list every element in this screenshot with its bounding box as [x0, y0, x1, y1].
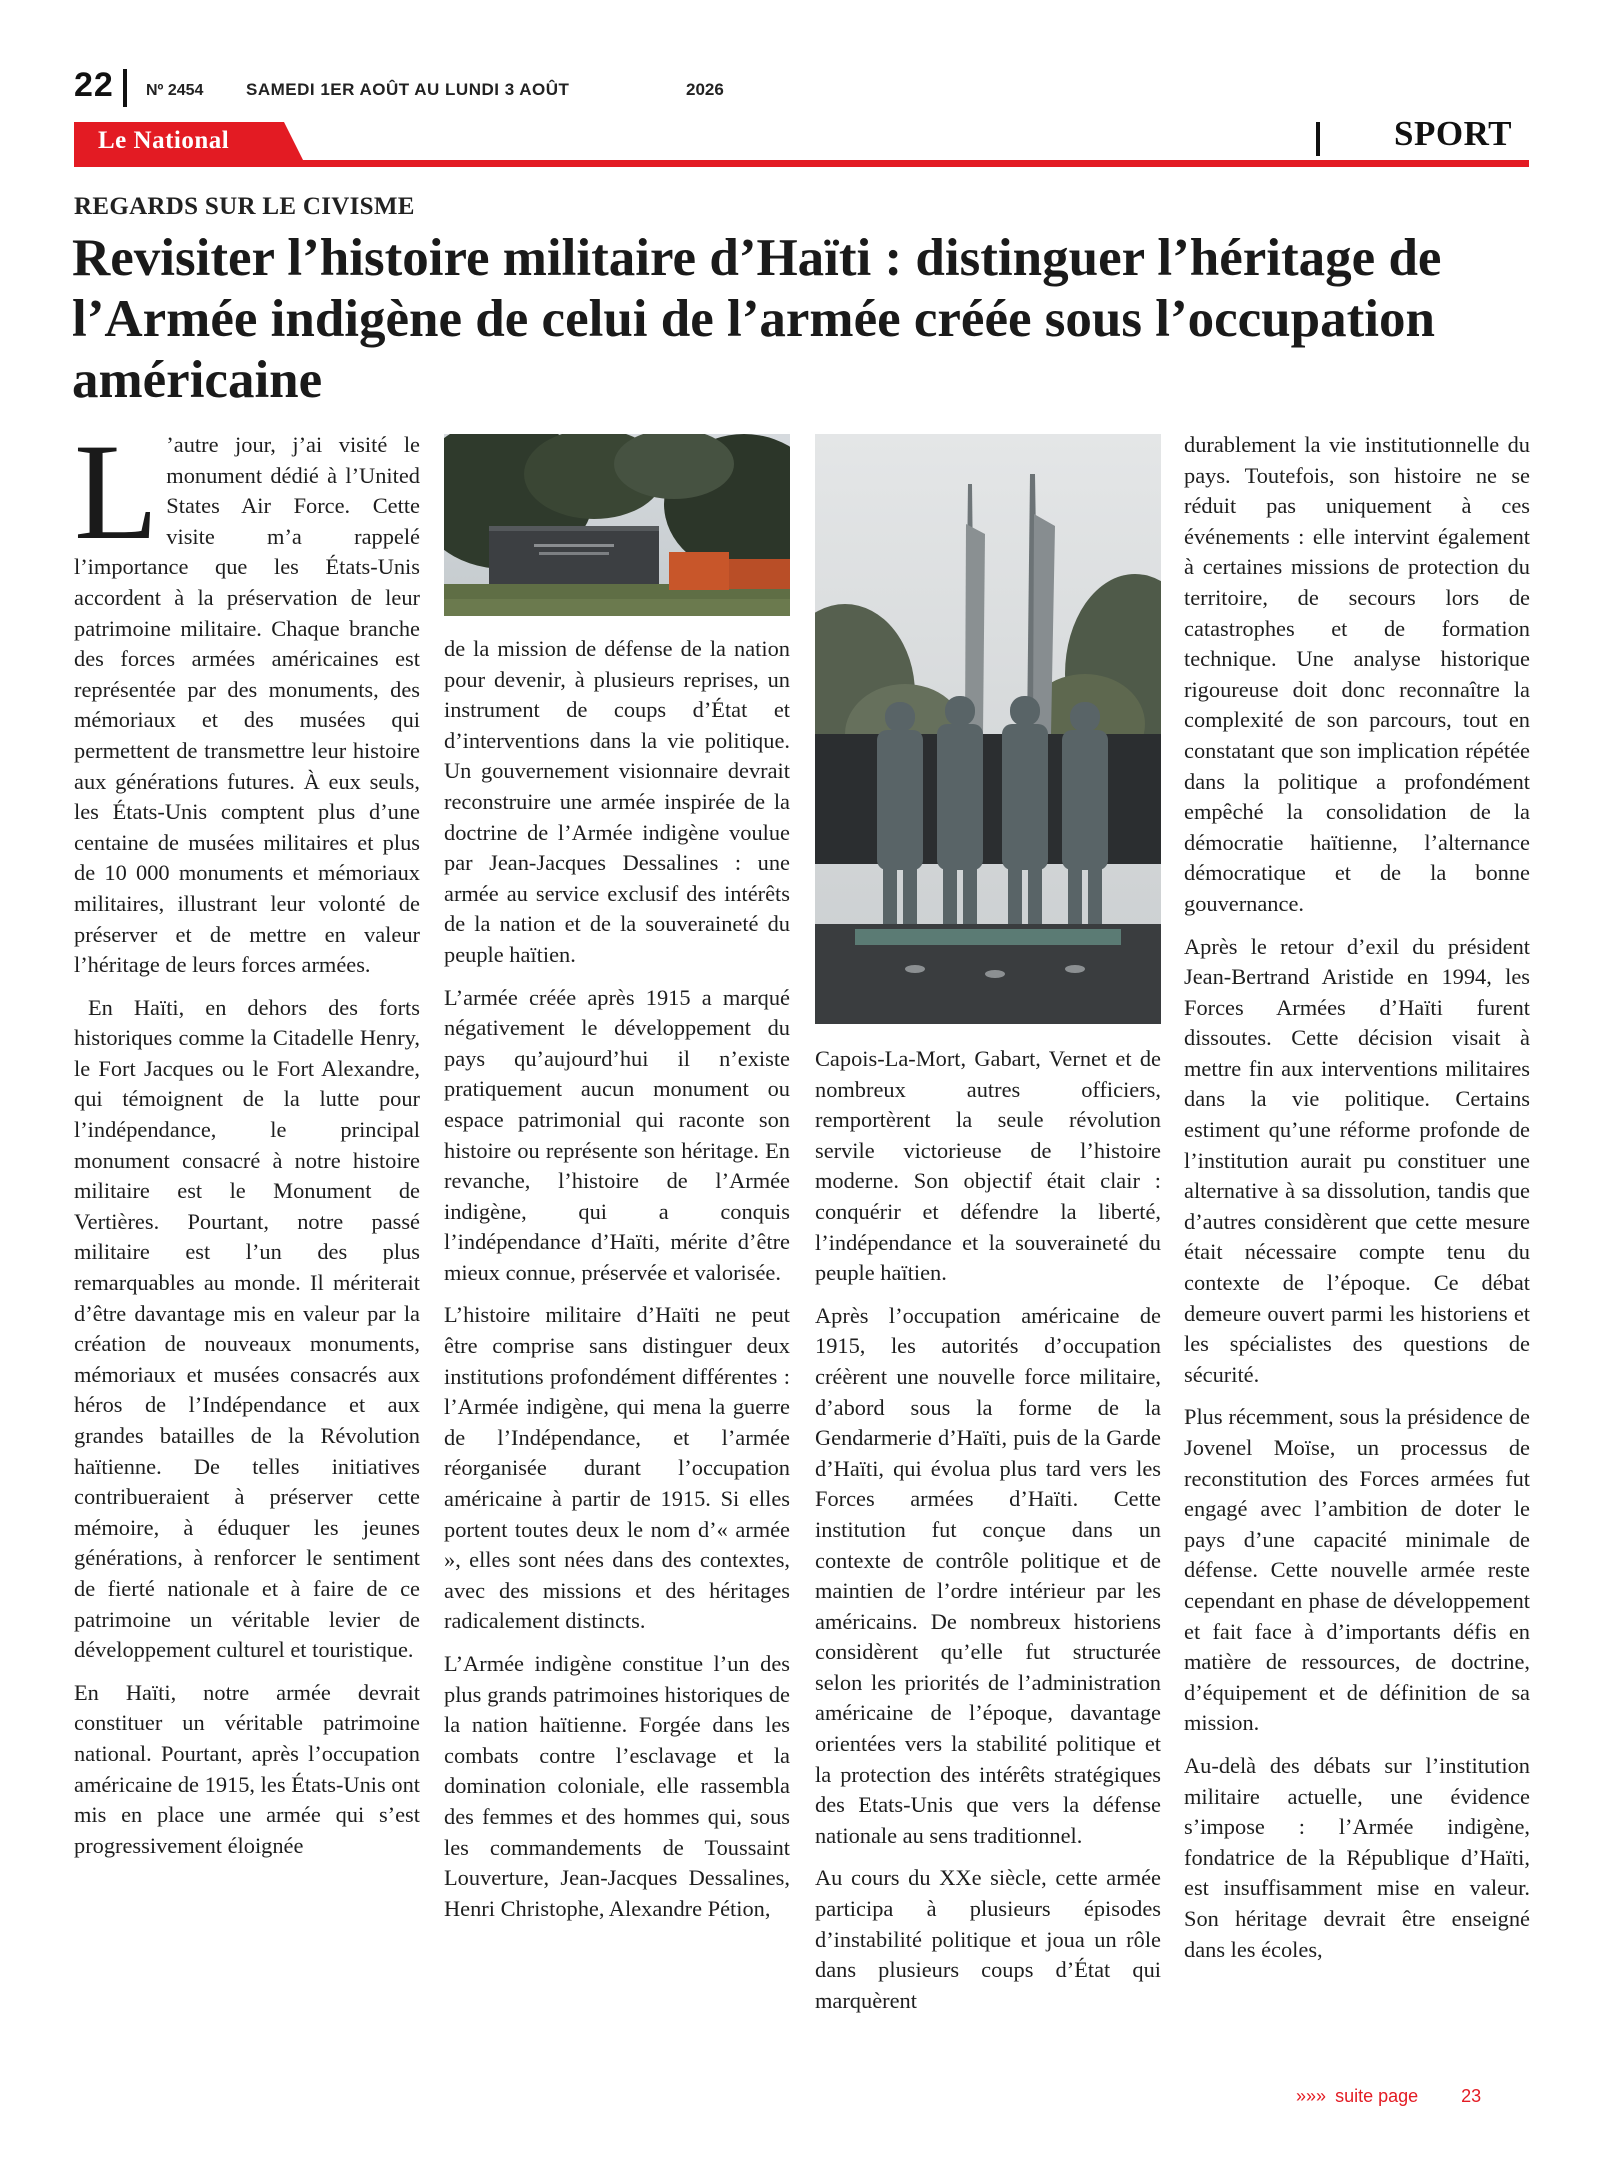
brand-name: Le National: [98, 127, 230, 154]
article-paragraph: Après le retour d’exil du président Jean-Bertrand Aristide en 1994, les Forces Armées d’Haïti furent dissoutes. Cette décision visait à mettre fin aux interventions militaires dans la vie politique. Certains estiment qu’une réforme profonde de l’institution aurait pu constituer une alternative à sa dissolution, tandis que d’autres considèrent que cette mesure était nécessaire compte tenu du contexte de l’époque. Ce débat demeure ouvert parmi les historiens et les spécialistes des questions de sécurité.: [1184, 933, 1530, 1387]
continuation-arrows-icon: »»»: [1296, 2086, 1327, 2106]
article-paragraph: L’histoire militaire d’Haïti ne peut être comprise sans distinguer deux institutions profondément différentes : l’Armée indigène, qui mena la guerre de l’Indépendance, et l’armée réorganisée durant l’occupation américaine à partir de 1915. Si elles portent toutes deux le nom d’« armée », elles sont nées dans des contextes, avec des missions et des héritages radicalement distincts.: [444, 1302, 790, 1634]
article-column-1: [74, 415, 420, 1873]
article-paragraph: L’Armée indigène constitue l’un des plus grands patrimoines historiques de la nation haïtienne. Forgée dans les combats contre l’esclavage et la domination coloniale, elle rassembla des femmes et des hommes qui, sous les commandements de Toussaint Louverture, Jean-Jacques Dessalines, Henri Christophe, Alexandre Pétion,: [444, 1651, 790, 1921]
article-paragraph: Au cours du XXe siècle, cette armée participa à plusieurs épisodes d’instabilité politique et joua un rôle dans plusieurs coups d’État qui marquèrent: [815, 1865, 1161, 2013]
article-paragraph: [74, 415, 420, 981]
article-paragraph: Capois-La-Mort, Gabart, Vernet et de nombreux autres officiers, remportèrent la seule révolution servile victorieuse de l’histoire moderne. Son objectif était clair : conquérir et défendre la liberté, l’indépendance et la souveraineté du peuple haïtien.: [815, 1046, 1161, 1286]
article-column-3: [815, 1044, 1161, 2028]
article-paragraph: Au-delà des débats sur l’institution militaire actuelle, une évidence s’impose : l’Armée indigène, fondatrice de la République d’Haïti, est insuffisamment mise en valeur. Son héritage devrait être enseigné dans les écoles,: [1184, 1752, 1530, 1962]
continuation-label: suite page: [1335, 2086, 1419, 2106]
article-paragraph: Après l’occupation américaine de 1915, les autorités d’occupation créèrent une nouvelle force militaire, d’abord sous la forme de la Gendarmerie d’Haïti, puis de la Garde d’Haïti, qui évolua plus tard vers les Forces armées d’Haïti. Cette institution fut conçue dans un contexte de contrôle politique et de maintien de l’ordre intérieur par les américains. De nombreux historiens considèrent qu’elle fut structurée selon les priorités de l’administration américaine de l’époque, davantage orientées vers la stabilité politique et la protection des intérêts stratégiques des Etats-Unis que vers la défense nationale au sens traditionnel.: [815, 1302, 1161, 1848]
section-divider: [1316, 122, 1320, 156]
article-paragraph: En Haïti, en dehors des forts historiques comme la Citadelle Henry, le Fort Jacques ou le Fort Alexandre, qui témoignent de la lutte pour l’indépendance, le principal monument consacré à notre histoire militaire est le Monument de Vertières. Pourtant, notre passé militaire est l’un des plus remarquables au monde. Il mériterait d’être davantage mis en valeur par la création de nouveaux monuments, mémoriaux et musées consacrés aux héros de l’Indépendance et aux grandes batailles de la Révolution haïtienne. De telles initiatives contribueraient à préserver cette mémoire, à éduquer les jeunes générations, à renforcer le sentiment de fierté nationale et à faire de ce patrimoine un véritable levier de développement culturel et touristique.: [74, 994, 420, 1663]
article-column-2: [444, 634, 790, 1936]
continuation-link[interactable]: [1296, 2086, 1481, 2107]
continuation-page: 23: [1461, 2086, 1482, 2106]
paragraph-text: ’autre jour, j’ai visité le monument dédié à l’United States Air Force. Cette visite m’a rappelé l’importance que les États-Unis accordent à la préservation de leur patrimoine militaire. Chaque branche des forces armées américaines est représentée par des monuments, des mémoriaux et des musées qui permettent de transmettre leur histoire aux générations futures. À eux seuls, les États-Unis comptent plus d’une centaine de musées militaires et plus de 10 000 monuments et mémoriaux militaires, illustrant leur volonté de préserver et de mettre en valeur l’héritage de leurs forces armées.: [74, 432, 420, 978]
masthead-divider: [123, 69, 127, 107]
edition-date: SAMEDI 1ER AOÛT AU LUNDI 3 AOÛT: [246, 80, 570, 99]
issue-number: Nº 2454: [146, 82, 204, 99]
photo-honor-guard-statues-icon: [815, 434, 1161, 1024]
drop-cap: L: [74, 415, 159, 568]
article-paragraph: de la mission de défense de la nation pour devenir, à plusieurs reprises, un instrument de coups d’État et d’interventions dans la vie politique. Un gouvernement visionnaire devrait reconstruire une armée inspirée de la doctrine de l’Armée indigène voulue par Jean-Jacques Dessalines : une armée au service exclusif des intérêts de la nation et de la souveraineté du peuple haïtien.: [444, 636, 790, 967]
article-headline: Revisiter l’histoire militaire d’Haïti : distinguer l’héritage de l’Armée indigène de celui de l’armée créée sous l’occupation américaine: [72, 229, 1442, 409]
edition-year: 2026: [686, 80, 724, 99]
photo-air-force-memorial: [444, 434, 790, 616]
article-paragraph: L’armée créée après 1915 a marqué négativement le développement du pays qu’aujourd’hui il n’existe pratiquement aucun monument ou espace patrimonial qui raconte son histoire ou représente son héritage. En revanche, l’histoire de l’Armée indigène, qui a conquis l’indépendance d’Haïti, mérite d’être mieux connue, préservée et valorisée.: [444, 984, 790, 1285]
article-column-4: [1184, 430, 1530, 1977]
header-rule: [74, 160, 1529, 167]
photo-air-force-memorial-wall-icon: [444, 434, 790, 616]
article-paragraph: Plus récemment, sous la présidence de Jovenel Moïse, un processus de reconstitution des Forces armées fut engagé avec l’ambition de doter le pays d’une capacité minimale de défense. Cette nouvelle armée reste cependant en phase de développement et fait face à d’importants défis en matière de ressources, de doctrine, d’équipement et de définition de sa mission.: [1184, 1404, 1530, 1736]
page-number: 22: [74, 66, 114, 104]
masthead: [74, 66, 1529, 112]
article-paragraph: durablement la vie institutionnelle du pays. Toutefois, son histoire ne se réduit pas uniquement à ces événements : elle intervint également à certaines missions de protection du territoire, de secours lors de catastrophes et de formation technique. Une analyse historique rigoureuse doit donc reconnaître la complexité de son parcours, tout en constatant que son implication répétée dans la politique a profondément empêché la consolidation de la démocratie haïtienne, l’alternance démocratique et de la bonne gouvernance.: [1184, 432, 1530, 916]
article-paragraph: En Haïti, notre armée devrait constituer un véritable patrimoine national. Pourtant, après l’occupation américaine de 1915, les États-Unis ont mis en place une armée qui s’est progressivement éloignée: [74, 1679, 420, 1858]
brand-banner: [74, 122, 304, 162]
article-kicker: REGARDS SUR LE CIVISME: [74, 193, 415, 220]
section-title: SPORT: [1394, 114, 1512, 153]
photo-honor-guard: [815, 434, 1161, 1024]
